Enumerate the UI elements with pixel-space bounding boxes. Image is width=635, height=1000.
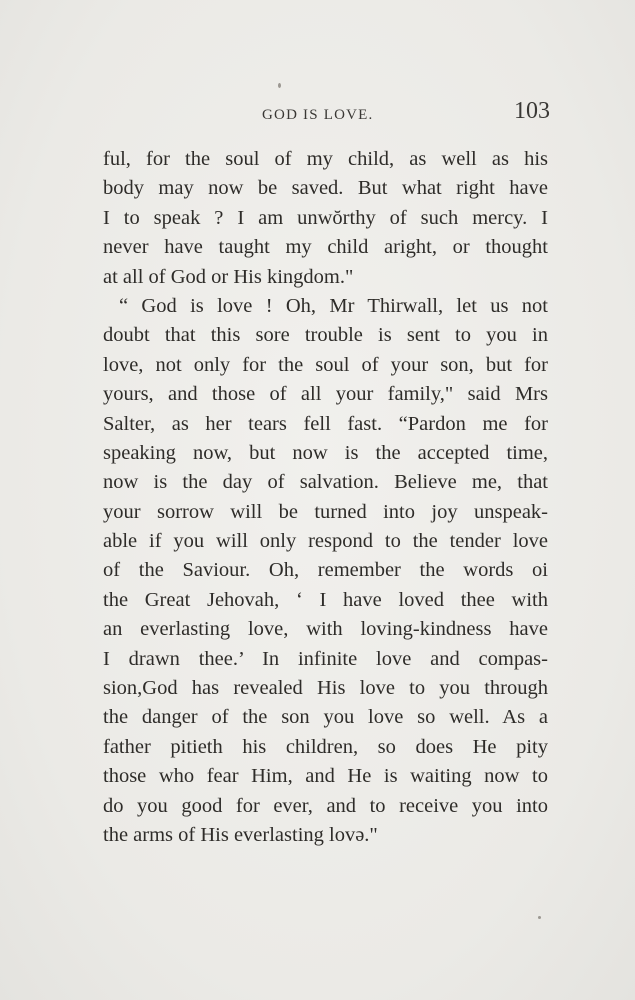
ink-speck (538, 916, 541, 919)
text-line: I to speak ? I am unwŏrthy of such mercy. I (103, 206, 548, 229)
text-line: never have taught my child aright, or thought (103, 236, 548, 259)
text-line: “ God is love ! Oh, Mr Thirwall, let us not (119, 294, 548, 317)
ink-speck (278, 83, 281, 88)
text-line: the danger of the son you love so well. As a (103, 706, 548, 729)
text-line: sion,God has revealed His love to you through (103, 677, 548, 700)
text-line: ful, for the soul of my child, as well as his (103, 148, 548, 170)
text-line: at all of God or His kingdom." (103, 265, 354, 288)
text-line: body may now be saved. But what right have (103, 177, 548, 200)
text-line: yours, and those of all your family," said Mrs (103, 383, 548, 406)
text-line: I drawn thee.’ In infinite love and compas- (103, 647, 548, 670)
text-line: father pitieth his children, so does He pity (103, 735, 548, 758)
text-line: do you good for ever, and to receive you into (103, 794, 548, 817)
text-line: Salter, as her tears fell fast. “Pardon me for (103, 412, 548, 435)
text-line: now is the day of salvation. Believe me, that (103, 471, 548, 494)
text-line: your sorrow will be turned into joy unspeak- (103, 500, 548, 523)
text-line: the arms of His everlasting lovə." (103, 823, 378, 846)
text-line: doubt that this sore trouble is sent to you in (103, 324, 548, 347)
page-number: 103 (514, 98, 550, 124)
text-line: of the Saviour. Oh, remember the words oi (103, 559, 548, 582)
body-text (103, 145, 548, 850)
text-line: the Great Jehovah, ‘ I have loved thee with (103, 588, 548, 611)
text-line: speaking now, but now is the accepted time, (103, 441, 548, 464)
text-line: an everlasting love, with loving-kindness have (103, 618, 548, 641)
text-line: able if you will only respond to the tender love (103, 530, 548, 553)
running-head: GOD IS LOVE. (262, 107, 374, 123)
text-line: love, not only for the soul of your son, but for (103, 353, 548, 376)
page-header (0, 98, 635, 132)
text-line: those who fear Him, and He is waiting now to (103, 765, 548, 788)
